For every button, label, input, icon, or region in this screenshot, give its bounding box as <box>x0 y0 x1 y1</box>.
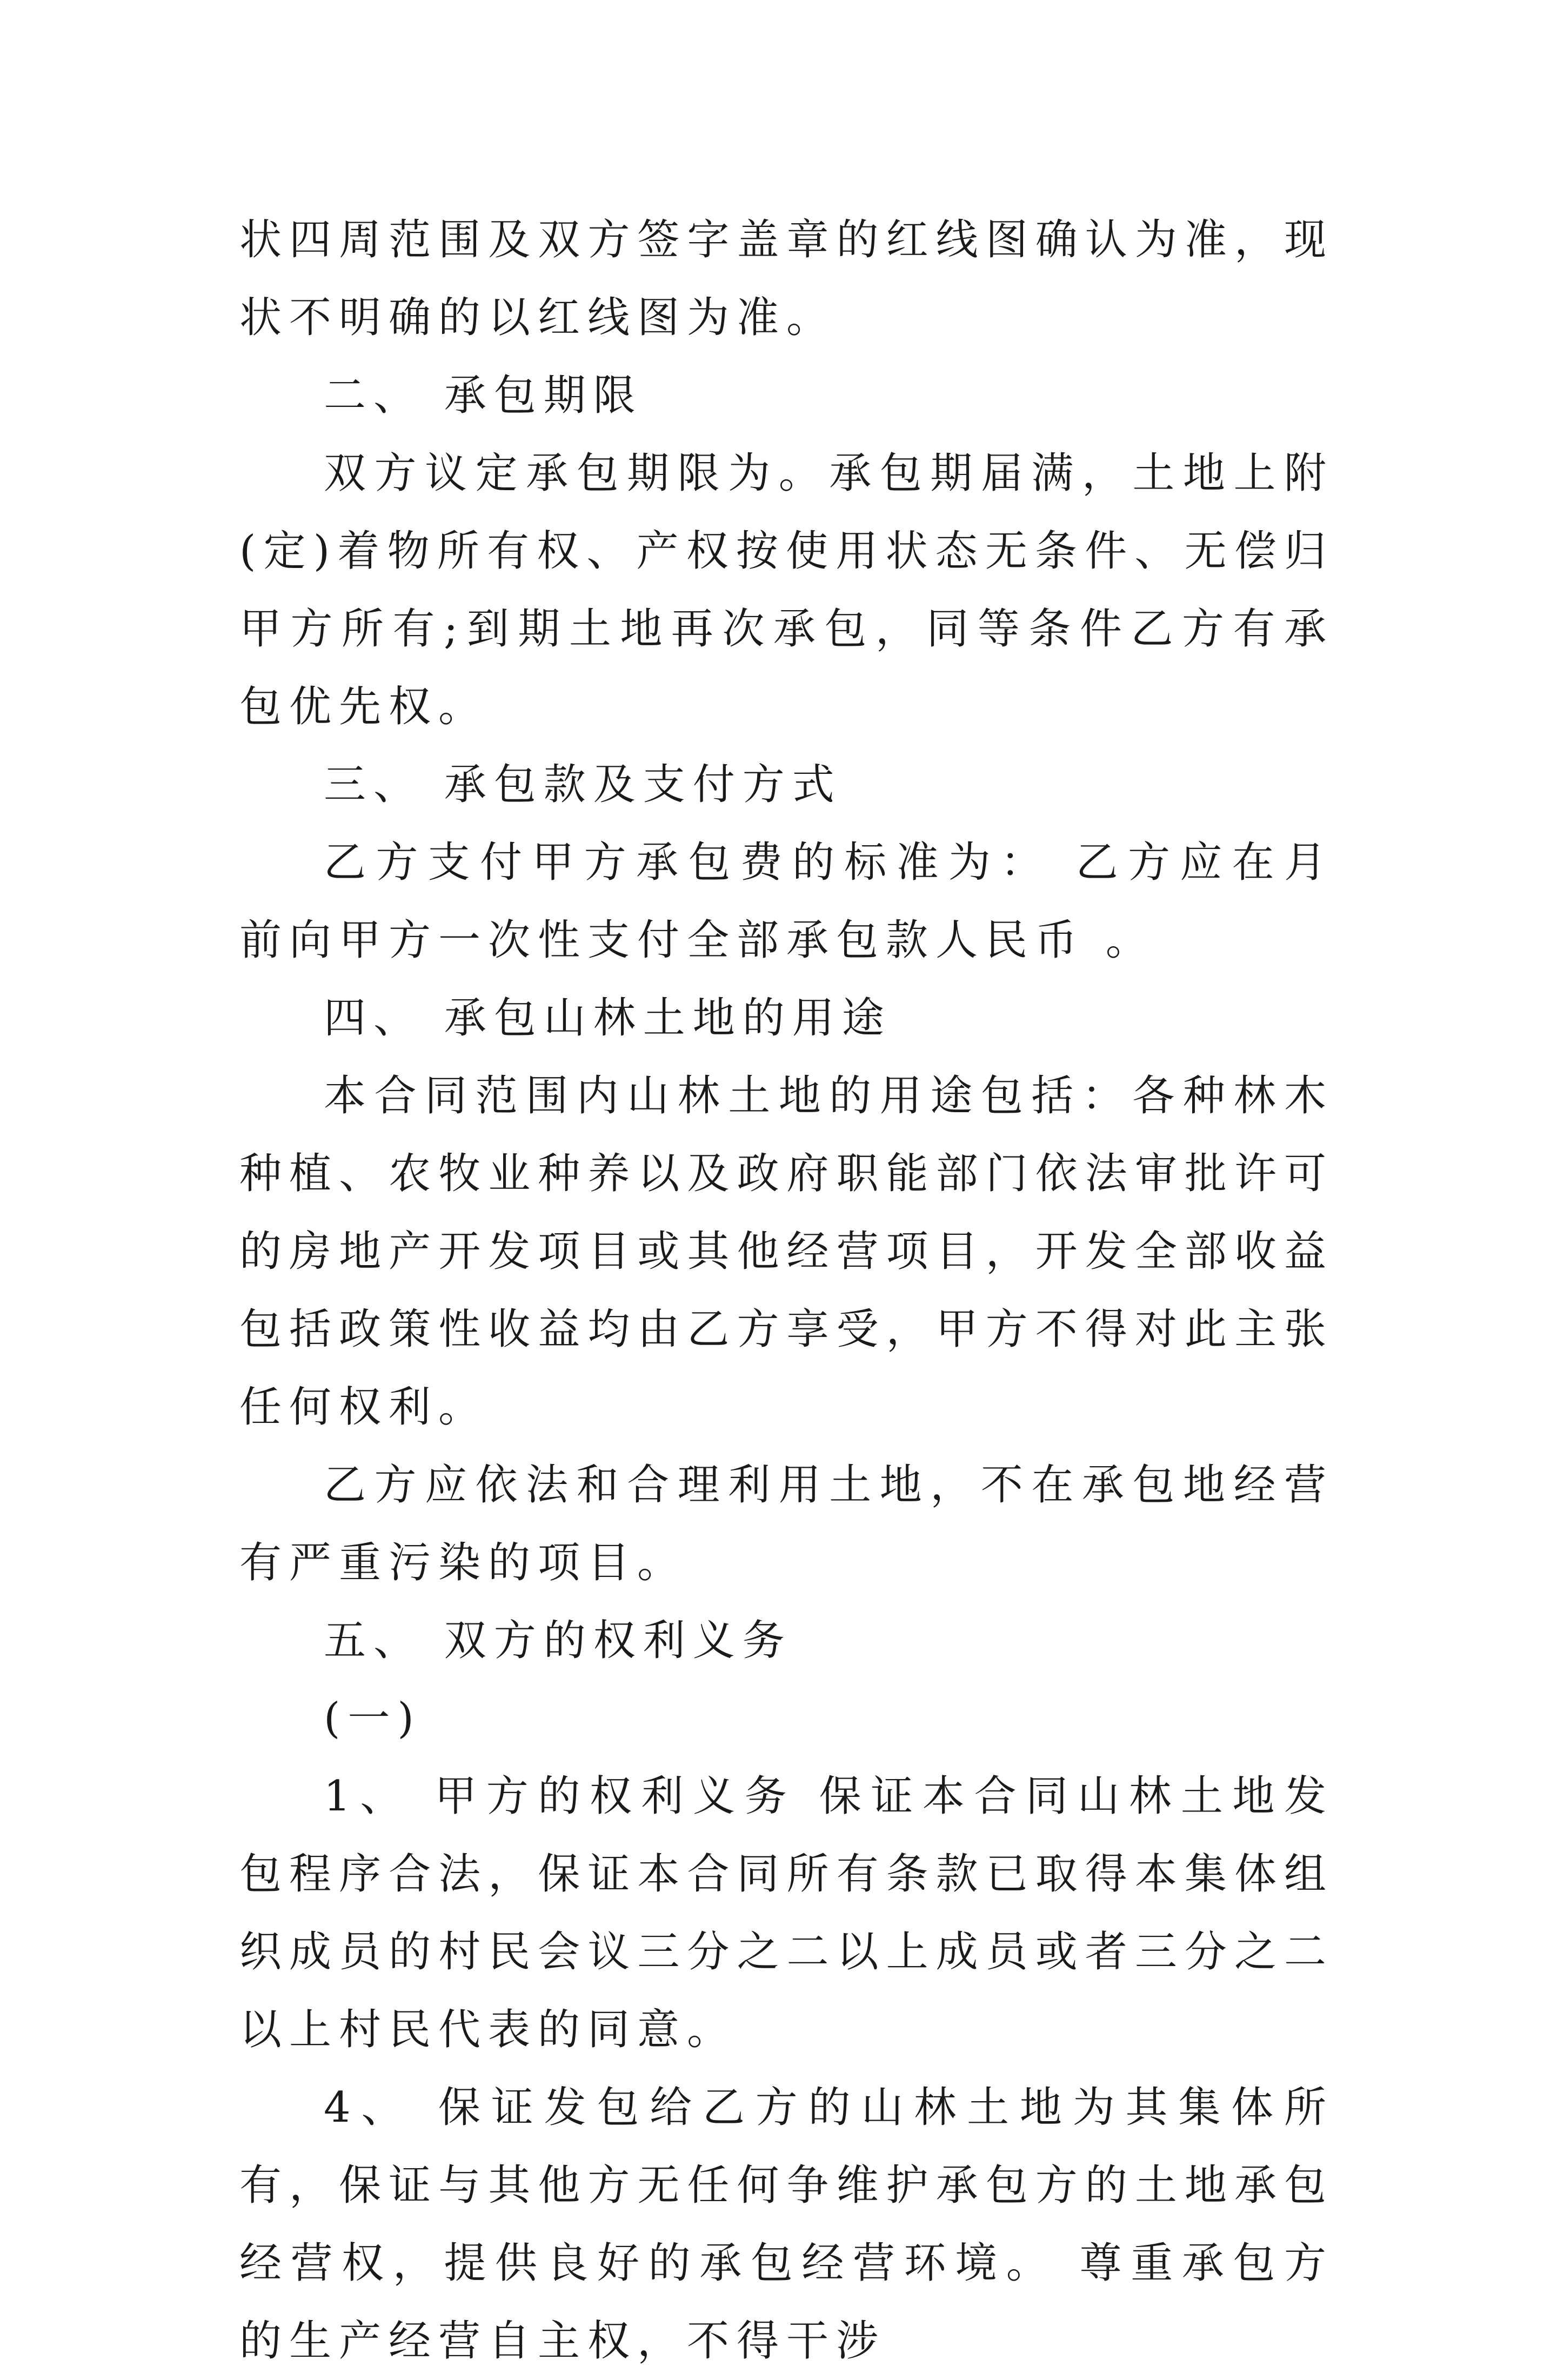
paragraph-boundary-description: 状四周范围及双方签字盖章的红线图确认为准，现状不明确的以红线图为准。 <box>239 216 1334 342</box>
paragraph-payment: 乙方支付甲方承包费的标准为： 乙方应在月前向甲方一次性支付全部承包款人民币 。 <box>239 838 1334 965</box>
subsection-marker: (一) <box>324 1694 422 1743</box>
section-heading-rights: 五、 双方的权利义务 <box>324 1616 792 1665</box>
paragraph-land-use: 本合同范围内山林土地的用途包括：各种林木种植、农牧业种养以及政府职能部门依法审批许可的房地产开发项目或其他经营项目，开发全部收益包括政策性收益均由乙方享受，甲方不得对此主张任何权利。 <box>239 1072 1334 1432</box>
section-heading-payment: 三、 承包款及支付方式 <box>324 760 842 809</box>
paragraph-party-a-rights: 1、 甲方的权利义务 保证本合同山林土地发包程序合法，保证本合同所有条款已取得本集体组织成员的村民会议三分之二以上成员或者三分之二以上村民代表的同意。 <box>239 1772 1334 2054</box>
paragraph-pollution: 乙方应依法和合理利用土地，不在承包地经营有严重污染的项目。 <box>239 1461 1334 1587</box>
paragraph-term: 双方议定承包期限为。承包期届满，土地上附(定)着物所有权、产权按使用状态无条件、无偿归甲方所有;到期土地再次承包，同等条件乙方有承包优先权。 <box>239 449 1334 731</box>
section-heading-term: 二、 承包期限 <box>324 371 643 420</box>
section-heading-land-use: 四、 承包山林土地的用途 <box>324 994 892 1042</box>
contract-body <box>239 201 1334 2380</box>
paragraph-ownership-guarantee: 4、 保证发包给乙方的山林土地为其集体所有，保证与其他方无任何争维护承包方的土地承包经营权，提供良好的承包经营环境。 尊重承包方的生产经营自主权，不得干涉 <box>239 2083 1334 2365</box>
